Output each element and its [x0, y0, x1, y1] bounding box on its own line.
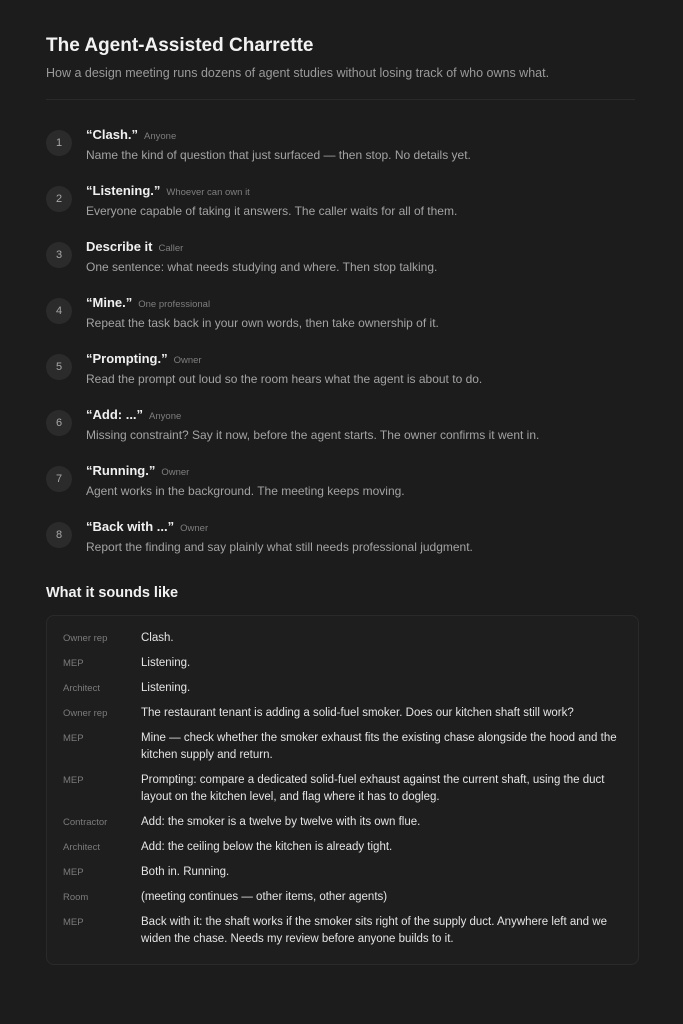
- speaker-label: Architect: [63, 683, 100, 694]
- step-phrase: “Add: ...”: [86, 407, 144, 422]
- step-phrase: “Running.”: [86, 463, 156, 478]
- step-description: Everyone capable of taking it answers. The caller waits for all of them.: [86, 204, 458, 218]
- step-description: Read the prompt out loud so the room hears what the agent is about to do.: [86, 372, 483, 386]
- transcript-line: [63, 680, 622, 697]
- utterance-text: Add: the smoker is a twelve by twelve with its own flue.: [141, 816, 421, 828]
- step-number-badge: 3: [46, 242, 72, 268]
- utterance-text: The restaurant tenant is adding a solid-fuel smoker. Does our kitchen shaft still work?: [141, 707, 574, 719]
- speaker-label: Architect: [63, 842, 100, 853]
- step-item: [46, 406, 637, 462]
- step-item: [46, 238, 637, 294]
- speaker-label: MEP: [63, 733, 84, 744]
- transcript-line: [63, 914, 622, 948]
- step-description: Report the finding and say plainly what still needs professional judgment.: [86, 540, 473, 554]
- utterance-text: Listening.: [141, 657, 191, 669]
- step-header: [86, 406, 637, 424]
- step-item: [46, 518, 637, 574]
- step-number-badge: 1: [46, 130, 72, 156]
- speaker-label: Owner rep: [63, 633, 108, 644]
- step-item: [46, 126, 637, 182]
- step-header: [86, 518, 637, 536]
- transcript-line: [63, 864, 622, 881]
- step-role: Anyone: [144, 131, 177, 142]
- utterance-text: Back with it: the shaft works if the smoker sits right of the supply duct. Anywhere left and we widen the chase. Needs my review before anyone builds to it.: [141, 916, 607, 945]
- steps-list: [46, 126, 637, 574]
- step-number-badge: 7: [46, 466, 72, 492]
- transcript-line: [63, 630, 622, 647]
- step-header: [86, 182, 637, 200]
- step-item: [46, 462, 637, 518]
- step-number-badge: 8: [46, 522, 72, 548]
- speaker-label: MEP: [63, 917, 84, 928]
- step-header: [86, 350, 637, 368]
- speaker-label: Room: [63, 892, 89, 903]
- utterance-text: Both in. Running.: [141, 866, 230, 878]
- transcript-line: [63, 730, 622, 764]
- step-header: [86, 462, 637, 480]
- speaker-label: MEP: [63, 867, 84, 878]
- utterance-text: Add: the ceiling below the kitchen is already tight.: [141, 841, 393, 853]
- step-item: [46, 294, 637, 350]
- transcript-line: [63, 772, 622, 806]
- transcript-line: [63, 705, 622, 722]
- utterance-text: Listening.: [141, 682, 191, 694]
- step-description: One sentence: what needs studying and where. Then stop talking.: [86, 260, 438, 274]
- step-number-badge: 5: [46, 354, 72, 380]
- step-phrase: “Prompting.”: [86, 351, 168, 366]
- step-role: Owner: [173, 355, 202, 366]
- speaker-label: Contractor: [63, 817, 108, 828]
- page-subtitle: How a design meeting runs dozens of agent studies without losing track of who owns what.: [46, 66, 550, 80]
- utterance-text: Prompting: compare a dedicated solid-fuel exhaust against the current shaft, using the duct layout on the kitchen level, and flag where it has to dogleg.: [141, 774, 605, 803]
- speaker-label: Owner rep: [63, 708, 108, 719]
- step-role: Owner: [161, 467, 190, 478]
- transcript-line: [63, 655, 622, 672]
- step-phrase: “Clash.”: [86, 127, 139, 142]
- step-description: Name the kind of question that just surfaced — then stop. No details yet.: [86, 148, 471, 162]
- step-number-badge: 6: [46, 410, 72, 436]
- step-phrase: “Back with ...”: [86, 519, 175, 534]
- transcript-line: [63, 889, 622, 906]
- utterance-text: Mine — check whether the smoker exhaust fits the existing chase alongside the hood and the kitchen supply and return.: [141, 732, 617, 761]
- step-number-badge: 4: [46, 298, 72, 324]
- transcript-line: [63, 839, 622, 856]
- step-role: One professional: [138, 299, 211, 310]
- utterance-text: Clash.: [141, 632, 174, 644]
- step-phrase: “Listening.”: [86, 183, 161, 198]
- step-description: Agent works in the background. The meeting keeps moving.: [86, 484, 405, 498]
- step-header: [86, 294, 637, 312]
- section-title: What it sounds like: [46, 585, 179, 601]
- page-title: The Agent-Assisted Charrette: [46, 35, 314, 56]
- transcript-panel: [46, 615, 639, 965]
- step-header: [86, 126, 637, 144]
- utterance-text: (meeting continues — other items, other agents): [141, 891, 388, 903]
- transcript-line: [63, 814, 622, 831]
- step-number-badge: 2: [46, 186, 72, 212]
- step-item: [46, 182, 637, 238]
- step-role: Owner: [180, 523, 209, 534]
- speaker-label: MEP: [63, 658, 84, 669]
- step-role: Whoever can own it: [166, 187, 250, 198]
- step-item: [46, 350, 637, 406]
- step-phrase: “Mine.”: [86, 295, 133, 310]
- step-role: Anyone: [149, 411, 182, 422]
- step-header: [86, 238, 637, 256]
- step-phrase: Describe it: [86, 239, 153, 254]
- divider: [46, 99, 635, 100]
- speaker-label: MEP: [63, 775, 84, 786]
- step-description: Missing constraint? Say it now, before the agent starts. The owner confirms it went in.: [86, 428, 540, 442]
- step-description: Repeat the task back in your own words, then take ownership of it.: [86, 316, 439, 330]
- step-role: Caller: [158, 243, 184, 254]
